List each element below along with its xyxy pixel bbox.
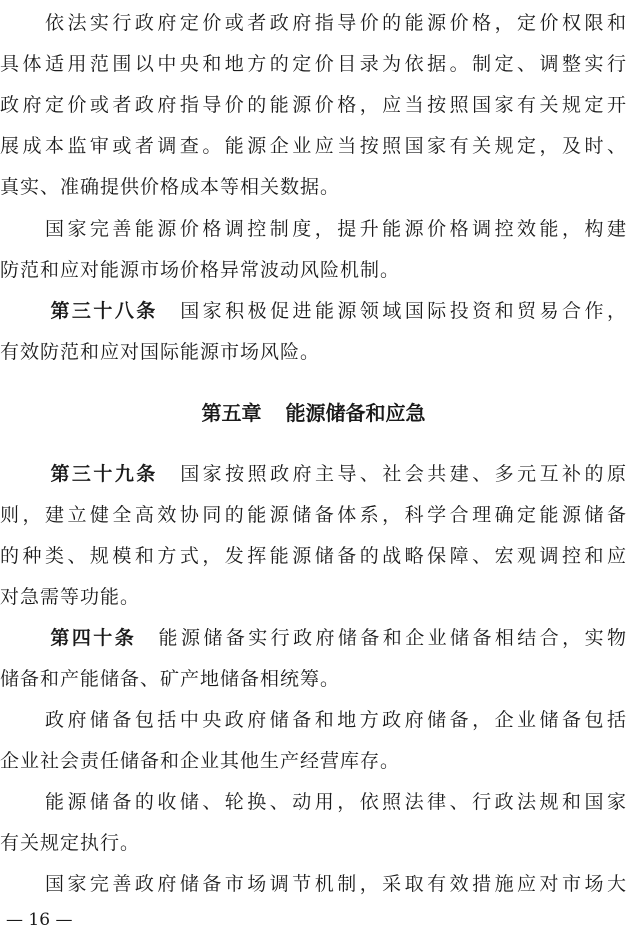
paragraph-line: 依法实行政府定价或者政府指导价的能源价格，定价权限和: [0, 12, 627, 34]
paragraph-line: 储备和产能储备、矿产地储备相统筹。: [0, 668, 341, 690]
paragraph-line: 则，建立健全高效协同的能源储备体系，科学合理确定能源储备: [0, 504, 627, 526]
article-38-label: 第三十八条: [48, 300, 158, 322]
chapter-heading: [0, 393, 627, 434]
paragraph-line: 有关规定执行。: [0, 832, 141, 854]
article-38-line-1: [0, 291, 627, 332]
paragraph-line: 国家完善政府储备市场调节机制，采取有效措施应对市场大: [0, 873, 627, 895]
paragraph-line: 展成本监审或者调查。能源企业应当按照国家有关规定，及时、: [0, 135, 627, 157]
article-39-text: 国家按照政府主导、社会共建、多元互补的原: [157, 463, 627, 485]
paragraph-line: 的种类、规模和方式，发挥能源储备的战略保障、宏观调控和应: [0, 545, 627, 567]
article-38-text: 国家积极促进能源领域国际投资和贸易合作，: [157, 300, 627, 322]
paragraph-line: 国家完善能源价格调控制度，提升能源价格调控效能，构建: [0, 218, 627, 240]
chapter-number: 第五章: [201, 401, 262, 425]
article-38-line-2: 有效防范和应对国际能源市场风险。: [0, 341, 321, 363]
paragraph-line: 具体适用范围以中央和地方的定价目录为依据。制定、调整实行: [0, 53, 627, 75]
paragraph-line: 对急需等功能。: [0, 586, 141, 608]
article-39-label: 第三十九条: [48, 463, 158, 485]
paragraph-line: 防范和应对能源市场价格异常波动风险机制。: [0, 259, 401, 281]
paragraph-line: 政府定价或者政府指导价的能源价格，应当按照国家有关规定开: [0, 94, 627, 116]
paragraph-line: 政府储备包括中央政府储备和地方政府储备，企业储备包括: [0, 709, 627, 731]
article-39-line-1: [0, 454, 627, 495]
article-40-line-1: [0, 618, 627, 659]
article-40-text: 能源储备实行政府储备和企业储备相结合，实物: [136, 627, 627, 649]
chapter-title: 能源储备和应急: [285, 401, 426, 425]
paragraph-line: 能源储备的收储、轮换、动用，依照法律、行政法规和国家: [0, 791, 627, 813]
page-number: — 16 —: [6, 910, 73, 930]
paragraph-line: 真实、准确提供价格成本等相关数据。: [0, 176, 341, 198]
paragraph-line: 企业社会责任储备和企业其他生产经营库存。: [0, 750, 401, 772]
article-40-label: 第四十条: [48, 627, 137, 649]
